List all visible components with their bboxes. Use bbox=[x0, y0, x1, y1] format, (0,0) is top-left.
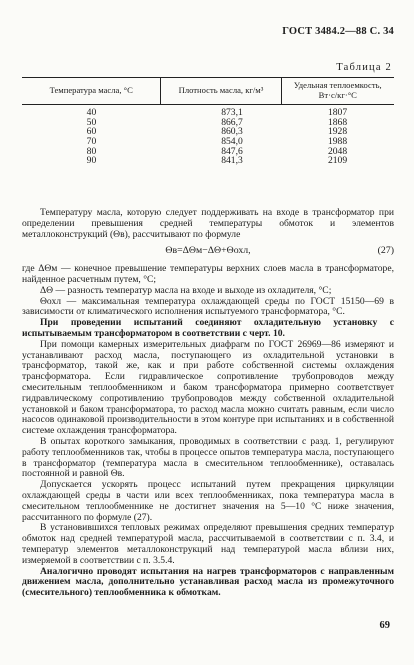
paragraph: В опытах короткого замыкания, проводимых в соответствии с разд. 1, регулируют работу теплообменников так, чтобы в процессе опытов температура масла, поступающего в трансформатор (температура масла в смесительном теплообменнике), оставалась постоянной и равной Θв. bbox=[22, 435, 394, 480]
cell-heat-capacity: 1868 bbox=[327, 116, 348, 128]
body-text bbox=[22, 208, 394, 599]
cell-heat-capacity: 1807 bbox=[327, 107, 348, 119]
formula-number: (27) bbox=[377, 245, 394, 257]
cell-temperature: 60 bbox=[86, 126, 97, 138]
paragraph: В установившихся тепловых режимах определяют превышения средних температур обмоток над средней температурой масла, рассчитываемой в соответствии с п. 3.4, и температур элементов металлоконструкций над температурой масла вблизи них, измеряемой в соответствии с п. 3.5.4. bbox=[22, 522, 394, 566]
cell-density: 847,6 bbox=[221, 145, 243, 157]
paragraph: Температуру масла, которую следует поддерживать на входе в трансформатор при определении превышения средней температуры обмоток и элементов металлоконструкций (Θв), рассчитывают по формуле bbox=[22, 207, 394, 240]
cell-heat-capacity: 2048 bbox=[327, 145, 348, 157]
page-number: 69 bbox=[379, 620, 390, 631]
cell-heat-capacity: 2109 bbox=[327, 155, 348, 167]
paragraph: Аналогично проводят испытания на нагрев трансформаторов с направленным движением масла, дополнительно устанавливая расход масла из промежуточного (смесительного) теплообменника к обмоткам. bbox=[22, 565, 394, 599]
cell-heat-capacity: 1988 bbox=[327, 136, 348, 148]
paragraph: Допускается ускорять процесс испытаний путем прекращения циркуляции охлаждающей среды в части или всех теплообменниках, пока температура масла в смесительном теплообменнике не достигнет значения на 5—10 °С ниже значения, рассчитанного по формуле (27). bbox=[22, 479, 394, 523]
cell-temperature: 50 bbox=[86, 116, 97, 128]
cell-density: 860,3 bbox=[221, 126, 243, 138]
column-header-heat-capacity: Удельная теплоемкость, Вт·с/кг·°С bbox=[281, 78, 394, 105]
page-header: ГОСТ 3484.2—88 С. 34 bbox=[282, 26, 394, 37]
definition-item: ΔΘ — разность температур масла на входе и выходе из охладителя, °С; bbox=[40, 284, 332, 296]
table-header-row bbox=[22, 78, 394, 105]
column-header-density: Плотность масла, кг/м³ bbox=[161, 78, 281, 105]
cell-density: 841,3 bbox=[221, 155, 243, 167]
formula bbox=[22, 246, 394, 257]
cell-temperature: 70 bbox=[86, 136, 97, 148]
cell-heat-capacity: 1928 bbox=[327, 126, 348, 138]
cell-temperature: 80 bbox=[86, 145, 97, 157]
column-header-temperature: Температура масла, °С bbox=[22, 78, 161, 105]
table-caption: Таблица 2 bbox=[336, 62, 392, 73]
definition-item: где ΔΘм — конечное превышение температуры верхних слоев масла в трансформаторе, найденное расчетным путем, °С; bbox=[22, 263, 394, 285]
cell-density: 854,0 bbox=[221, 136, 243, 148]
cell-density: 873,1 bbox=[221, 107, 243, 119]
oil-properties-table bbox=[22, 77, 394, 166]
cell-temperature: 40 bbox=[86, 107, 97, 119]
paragraph: При помощи камерных измерительных диафрагм по ГОСТ 26969—86 измеряют и устанавливают расход масла, поступающего из охладительной установки в трансформатор, такой же, как и при работе собственной системы охлаждения трансформатора. Если гидравлическое сопротивление трубопроводов между смесительным теплообменником и баком трансформатора примерно соответствует гидравлическому сопротивлению трубопроводов между собственной охладительной установкой и баком трансформатора, то расход масла можно считать равным, если число насосов одинаковой производительности в этом контуре при испытаниях и в собственной системе охлаждения трансформатора. bbox=[22, 338, 394, 437]
definition-item: Θохл — максимальная температура охлаждающей среды по ГОСТ 15150—69 в зависимости от климатического исполнения испытуемого трансформатора, °С. bbox=[22, 295, 394, 318]
cell-density: 866,7 bbox=[221, 116, 243, 128]
table-row bbox=[22, 156, 394, 166]
paragraph: При проведении испытаний соединяют охладительную установку с испытываемым трансформатором в соответствии с черт. 10. bbox=[22, 317, 394, 339]
cell-temperature: 90 bbox=[86, 155, 97, 167]
formula-expression: Θв=ΔΘм−ΔΘ+Θохл, bbox=[165, 245, 251, 257]
